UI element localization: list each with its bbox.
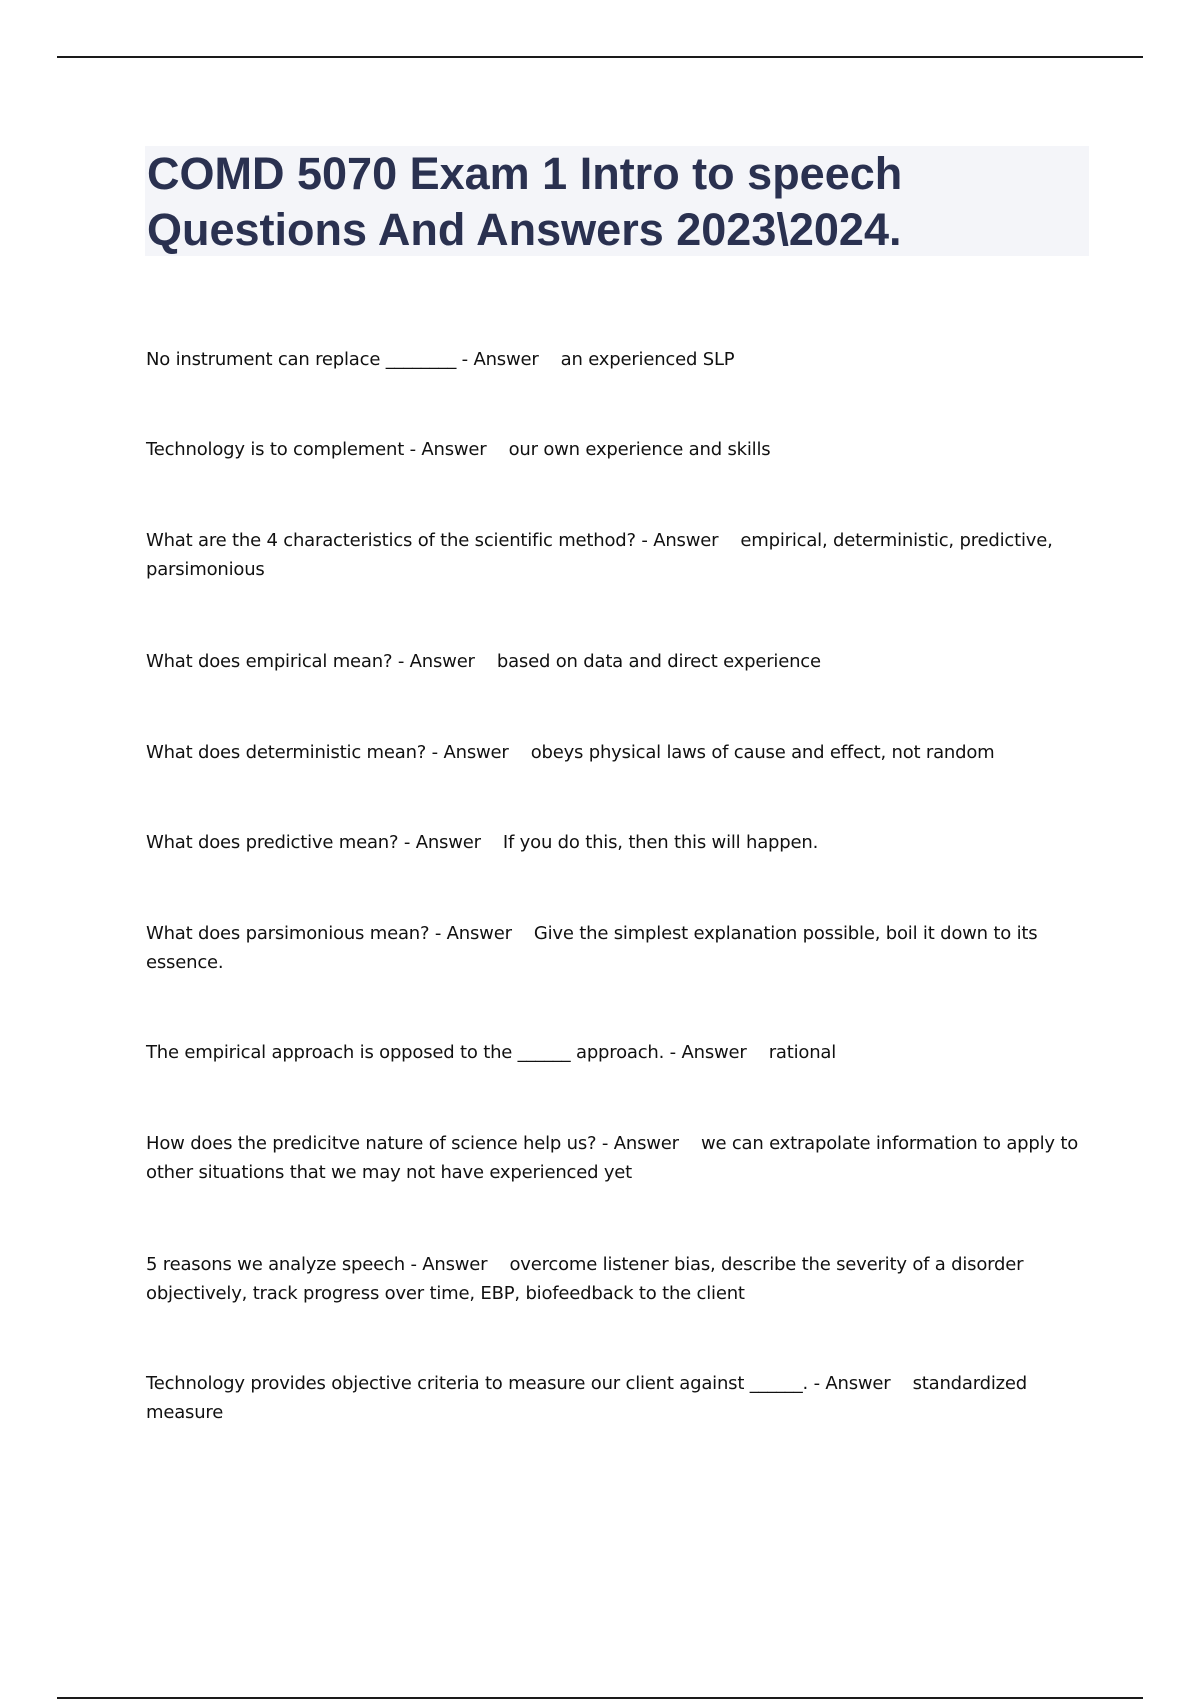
question-text: What does deterministic mean? [146, 742, 427, 763]
page-title: COMD 5070 Exam 1 Intro to speech Questions And Answers 2023\2024. [147, 148, 903, 255]
answer-text: Give the simplest explanation possible, boil it down to its essence. [146, 923, 1038, 973]
answer-text: an experienced SLP [560, 349, 735, 370]
answer-text: our own experience and skills [508, 439, 771, 460]
answer-marker: - Answer [426, 742, 531, 763]
answer-text: If you do this, then this will happen. [502, 832, 819, 853]
answer-marker: - Answer [456, 349, 561, 370]
answer-text: we can extrapolate information to apply to other situations that we may not have experienced yet [146, 1133, 1079, 1183]
question-text: What are the 4 characteristics of the scientific method? [146, 530, 636, 551]
answer-marker: - Answer [404, 439, 509, 460]
top-rule [57, 56, 1143, 58]
answer-marker: - Answer [429, 923, 534, 944]
question-text: How does the predicitve nature of science help us? [146, 1133, 597, 1154]
bottom-rule [57, 1697, 1143, 1699]
answer-marker: - Answer [808, 1373, 913, 1394]
question-text: The empirical approach is opposed to the ______ approach. [146, 1042, 665, 1063]
answer-text: based on data and direct experience [496, 651, 821, 672]
question-text: 5 reasons we analyze speech [146, 1254, 405, 1275]
answer-text: standardized measure [146, 1373, 1027, 1423]
qa-item [146, 828, 1086, 857]
question-text: What does empirical mean? [146, 651, 393, 672]
question-text: Technology is to complement [146, 439, 405, 460]
question-text: Technology provides objective criteria to measure our client against ______. [146, 1373, 809, 1394]
qa-item [146, 919, 1086, 977]
answer-marker: - Answer [664, 1042, 769, 1063]
qa-item [146, 1369, 1086, 1427]
answer-text: empirical, deterministic, predictive, parsimonious [146, 530, 1053, 580]
qa-item [146, 738, 1086, 767]
question-text: What does predictive mean? [146, 832, 399, 853]
answer-marker: - Answer [404, 1254, 510, 1275]
answer-marker: - Answer [392, 651, 497, 672]
answer-text: obeys physical laws of cause and effect, not random [530, 742, 995, 763]
answer-text: rational [768, 1042, 837, 1063]
qa-item [146, 1250, 1086, 1308]
qa-item [146, 345, 1086, 374]
question-text: No instrument can replace ________ [146, 349, 457, 370]
answer-marker: - Answer [398, 832, 503, 853]
qa-item [146, 435, 1086, 464]
answer-text: overcome listener bias, describe the severity of a disorder objectively, track progress over time, EBP, biofeedback to the client [146, 1254, 1024, 1304]
qa-item [146, 1129, 1086, 1187]
answer-marker: - Answer [635, 530, 741, 551]
question-text: What does parsimonious mean? [146, 923, 430, 944]
qa-item [146, 647, 1086, 676]
qa-item [146, 526, 1086, 584]
qa-item [146, 1038, 1086, 1067]
answer-marker: - Answer [596, 1133, 701, 1154]
